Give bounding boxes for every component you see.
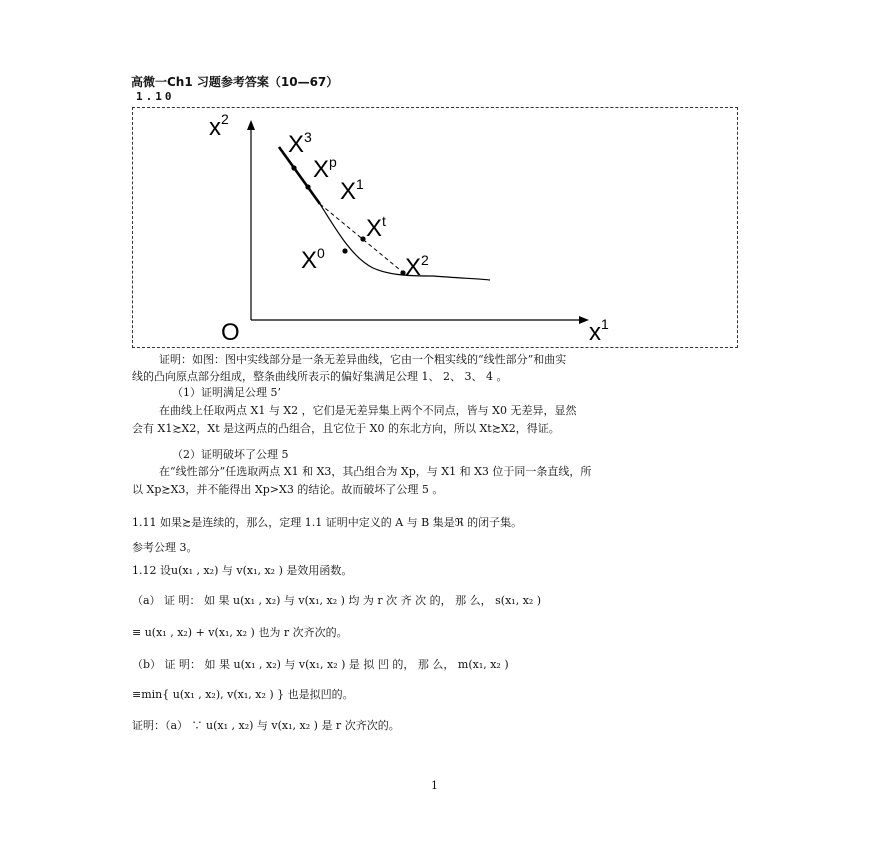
question-1-12b-line-1: （b） 证 明： 如 果 u(x₁ , x₂) 与 v(x₁, x₂ ) 是 拟 凹 的， 那 么， m(x₁, x₂ ) (132, 658, 509, 671)
section-number: 1.10 (136, 90, 175, 103)
indifference-curve-figure (133, 108, 739, 349)
y-axis-label: $x^2$ (209, 111, 229, 141)
question-1-11-reference: 参考公理 3。 (132, 541, 198, 554)
label-xp: $X^p$ (313, 154, 337, 183)
proof-intro-line-2: 线的凸向原点部分组成，整条曲线所表示的偏好集满足公理 1、 2、 3、 4 。 (132, 370, 508, 383)
document-title: 高微一Ch1 习题参考答案（10—67） (131, 75, 339, 89)
origin-label: O (221, 319, 240, 346)
label-x1: $X^1$ (340, 176, 364, 205)
label-xt: $X^t$ (366, 213, 386, 242)
part1-line-2: 会有 X1≿X2，Xt 是这两点的凸组合，且它位于 X0 的东北方向，所以 Xt≿X2，得证。 (132, 422, 560, 435)
label-x3: $X^3$ (288, 129, 312, 158)
x-axis-label: $x^1$ (589, 316, 609, 346)
question-1-11: 1.11 如果≿是连续的，那么，定理 1.1 证明中定义的 A 与 B 集是ℜ 的闭子集。 (132, 516, 523, 529)
label-x0: $X^0$ (301, 245, 325, 274)
point-x0 (342, 248, 347, 253)
part2-line-2: 以 Xp≿X3，并不能得出 Xp>X3 的结论。故而破坏了公理 5 。 (132, 483, 444, 496)
point-xt (360, 236, 365, 241)
y-axis-arrow (247, 120, 255, 130)
figure-frame (132, 107, 738, 348)
part1-heading: （1）证明满足公理 5’ (172, 386, 281, 399)
proof-a: 证明：（a） ∵ u(x₁ , x₂) 与 v(x₁, x₂ ) 是 r 次齐次的。 (132, 719, 400, 732)
page-number: 1 (431, 779, 438, 792)
question-1-12b-line-2: ≡min{ u(x₁ , x₂), v(x₁, x₂ ) } 也是拟凹的。 (132, 688, 354, 701)
question-1-12: 1.12 设u(x₁ , x₂) 与 v(x₁, x₂ ) 是效用函数。 (132, 564, 353, 577)
point-xp (305, 184, 310, 189)
point-x3 (291, 165, 296, 170)
part1-line-1: 在曲线上任取两点 X1 与 X2 ，它们是无差异集上两个不同点，皆与 X0 无差异，显然 (159, 404, 577, 417)
x-axis-arrow (579, 316, 589, 324)
part2-line-1: 在“线性部分”任选取两点 X1 和 X3，其凸组合为 Xp，与 X1 和 X3 位于同一条直线，所 (159, 465, 592, 478)
part2-heading: （2）证明破坏了公理 5 (172, 448, 289, 461)
question-1-12a-line-1: （a） 证 明： 如 果 u(x₁ , x₂) 与 v(x₁, x₂ ) 均 为 r 次 齐 次 的， 那 么， s(x₁, x₂ ) (132, 594, 542, 607)
proof-intro-line-1: 证明：如图：图中实线部分是一条无差异曲线，它由一个粗实线的“线性部分”和曲实 (159, 353, 567, 366)
label-x2: $X^2$ (405, 252, 429, 281)
question-1-12a-line-2: ≡ u(x₁ , x₂) + v(x₁, x₂ ) 也为 r 次齐次的。 (132, 626, 348, 639)
